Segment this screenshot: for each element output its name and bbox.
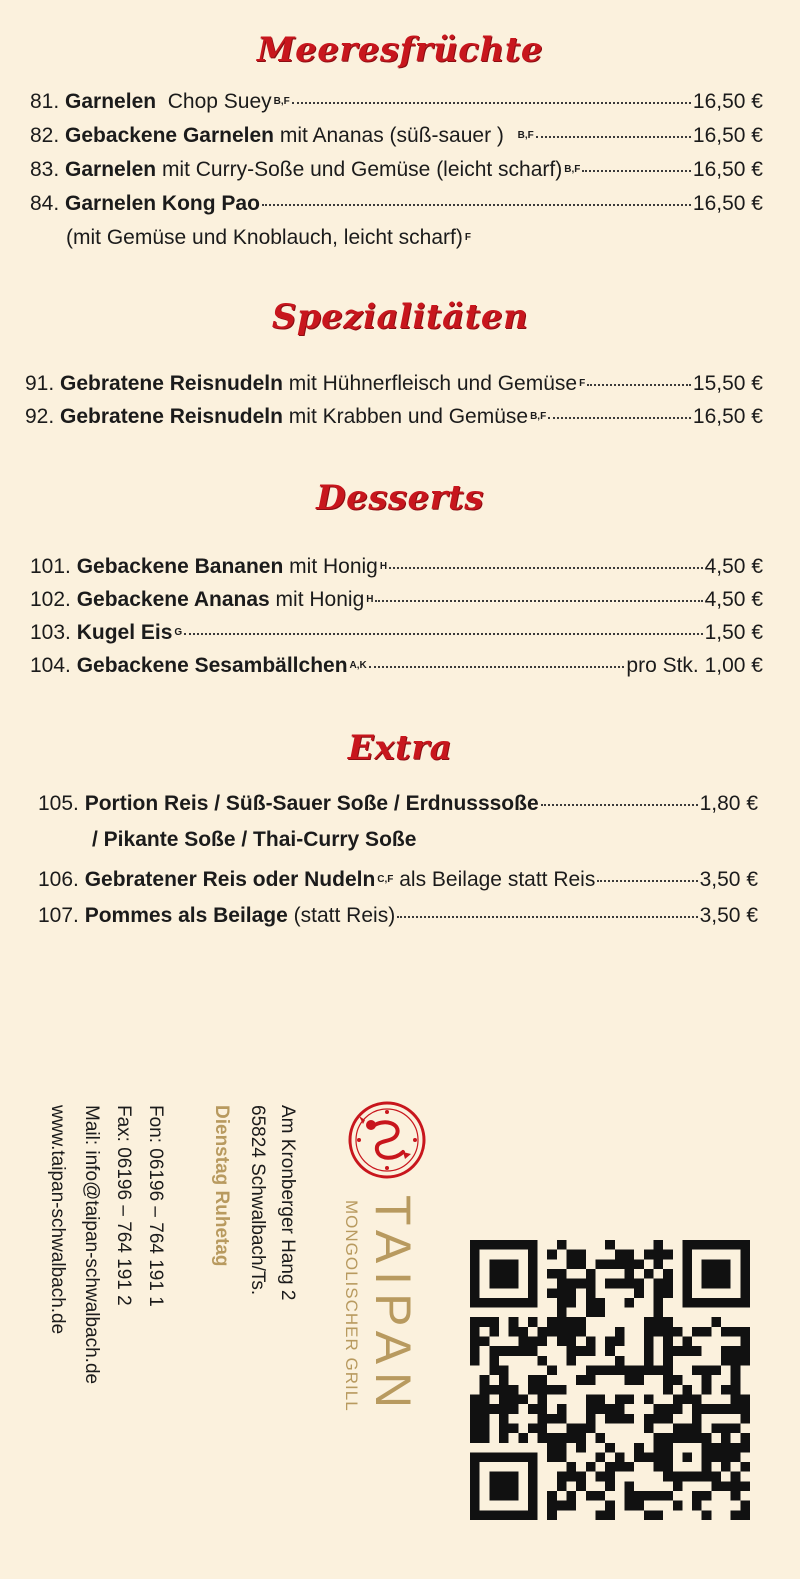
item-number: 105.: [38, 792, 79, 815]
item-price: pro Stk. 1,00 €: [626, 654, 763, 677]
section-title-specials: Spezialitäten: [271, 297, 529, 337]
menu-item-92: [25, 403, 763, 435]
allergen-codes: F: [579, 378, 586, 389]
menu-item-103: [30, 619, 763, 651]
menu-item-105: [38, 790, 758, 818]
leader-dots: [292, 102, 691, 104]
item-name: Gebackene Sesambällchen: [76, 654, 348, 677]
item-price: 4,50 €: [704, 555, 763, 578]
allergen-codes: A,K: [349, 660, 367, 671]
item-name: Pommes als Beilage: [84, 904, 288, 927]
leader-dots: [397, 916, 697, 918]
item-price: 16,50 €: [692, 405, 763, 428]
allergen-codes: H: [379, 561, 388, 572]
leader-dots: [548, 417, 691, 419]
leader-dots: [587, 384, 691, 386]
item-name: Portion Reis / Süß-Sauer Soße / Erdnusssoße: [84, 792, 539, 815]
item-description: mit Honig: [275, 588, 365, 611]
item-name: Gebratene Reisnudeln: [60, 405, 283, 428]
item-name: Gebackene Garnelen: [65, 124, 274, 147]
menu-item-102: [30, 586, 763, 618]
item-number: 107.: [38, 904, 79, 927]
phone-number: Fon: 06196 – 764 191 1: [145, 1105, 166, 1307]
brand-tagline: MONGOLISCHER GRILL: [342, 1200, 361, 1412]
allergen-codes: B,F: [564, 164, 581, 175]
item-number: 104.: [30, 654, 71, 677]
item-number: 91.: [25, 372, 55, 395]
address-line-2: 65824 Schwalbach/Ts.: [247, 1105, 268, 1296]
menu-item-107: [38, 902, 758, 930]
menu-item-81: [30, 88, 763, 120]
website-link[interactable]: www.taipan-schwalbach.de: [47, 1105, 68, 1335]
item-price: 16,50 €: [692, 124, 763, 147]
email-address[interactable]: Mail: info@taipan-schwalbach.de: [81, 1105, 102, 1385]
item-name: Gebratene Reisnudeln: [60, 372, 283, 395]
item-name: Garnelen: [65, 90, 157, 113]
item-description: mit Curry-Soße und Gemüse (leicht scharf): [161, 158, 563, 181]
allergen-codes: B,F: [517, 130, 534, 141]
item-price: 3,50 €: [699, 868, 758, 891]
section-title-desserts: Desserts: [316, 478, 484, 518]
item-number: 103.: [30, 621, 71, 644]
brand-name: TAIPAN: [365, 1195, 421, 1417]
section-title-extra: Extra: [347, 728, 453, 768]
item-price: 3,50 €: [699, 904, 758, 927]
item-name: Gebackene Ananas: [76, 588, 270, 611]
item-description: als Beilage statt Reis: [399, 868, 596, 891]
menu-item-106: [38, 866, 758, 898]
item-description: mit Honig: [289, 555, 378, 578]
allergen-codes: B,F: [273, 96, 290, 107]
item-name: Gebackene Bananen: [76, 555, 284, 578]
leader-dots: [375, 600, 702, 602]
menu-item-82: [30, 122, 763, 154]
item-number: 83.: [30, 158, 60, 181]
leader-dots: [582, 170, 691, 172]
item-number: 106.: [38, 868, 79, 891]
item-number: 81.: [30, 90, 60, 113]
item-price: 16,50 €: [692, 158, 763, 181]
item-description: mit Krabben und Gemüse: [288, 405, 529, 428]
leader-dots: [536, 136, 691, 138]
allergen-codes: G: [174, 627, 183, 638]
item-number: 82.: [30, 124, 60, 147]
item-price: 1,80 €: [699, 792, 758, 815]
qr-code[interactable]: [470, 1240, 750, 1520]
item-number: 84.: [30, 192, 60, 215]
leader-dots: [184, 633, 702, 635]
item-price: 4,50 €: [704, 588, 763, 611]
leader-dots: [597, 880, 697, 882]
item-description: mit Hühnerfleisch und Gemüse: [288, 372, 578, 395]
item-price: 16,50 €: [692, 192, 763, 215]
menu-item-84: [30, 190, 763, 218]
menu-item-104: [30, 652, 763, 684]
address-line-1: Am Kronberger Hang 2: [277, 1105, 298, 1301]
item-number: 102.: [30, 588, 71, 611]
item-number: 92.: [25, 405, 55, 428]
allergen-codes: C,F: [377, 874, 394, 885]
menu-item-105-continuation: / Pikante Soße / Thai-Curry Soße: [92, 828, 417, 851]
fax-number: Fax: 06196 – 764 191 2: [113, 1105, 134, 1306]
menu-item-91: [25, 370, 763, 402]
dragon-logo: [347, 1100, 427, 1180]
menu-item-84-note: [66, 224, 471, 256]
leader-dots: [389, 567, 703, 569]
section-title-seafood: Meeresfrüchte: [256, 30, 544, 70]
item-name: Garnelen: [65, 158, 157, 181]
item-name: Gebratener Reis oder Nudeln: [84, 868, 376, 891]
menu-item-101: [30, 553, 763, 585]
item-description: Chop Suey: [167, 90, 272, 113]
allergen-codes: F: [464, 232, 471, 243]
leader-dots: [262, 204, 691, 206]
item-price: 1,50 €: [704, 621, 763, 644]
item-name: Kugel Eis: [76, 621, 173, 644]
allergen-codes: B,F: [530, 411, 547, 422]
item-note: (mit Gemüse und Knoblauch, leicht scharf): [66, 226, 463, 249]
allergen-codes: H: [366, 594, 374, 605]
item-number: 101.: [30, 555, 71, 578]
menu-item-83: [30, 156, 763, 188]
item-description: (statt Reis): [293, 904, 396, 927]
leader-dots: [541, 804, 698, 806]
item-price: 15,50 €: [692, 372, 763, 395]
item-description: mit Ananas (süß-sauer ): [279, 124, 504, 147]
closed-day: Dienstag Ruhetag: [211, 1105, 232, 1267]
item-name: Garnelen Kong Pao: [65, 192, 260, 215]
item-price: 16,50 €: [692, 90, 763, 113]
leader-dots: [369, 666, 625, 668]
